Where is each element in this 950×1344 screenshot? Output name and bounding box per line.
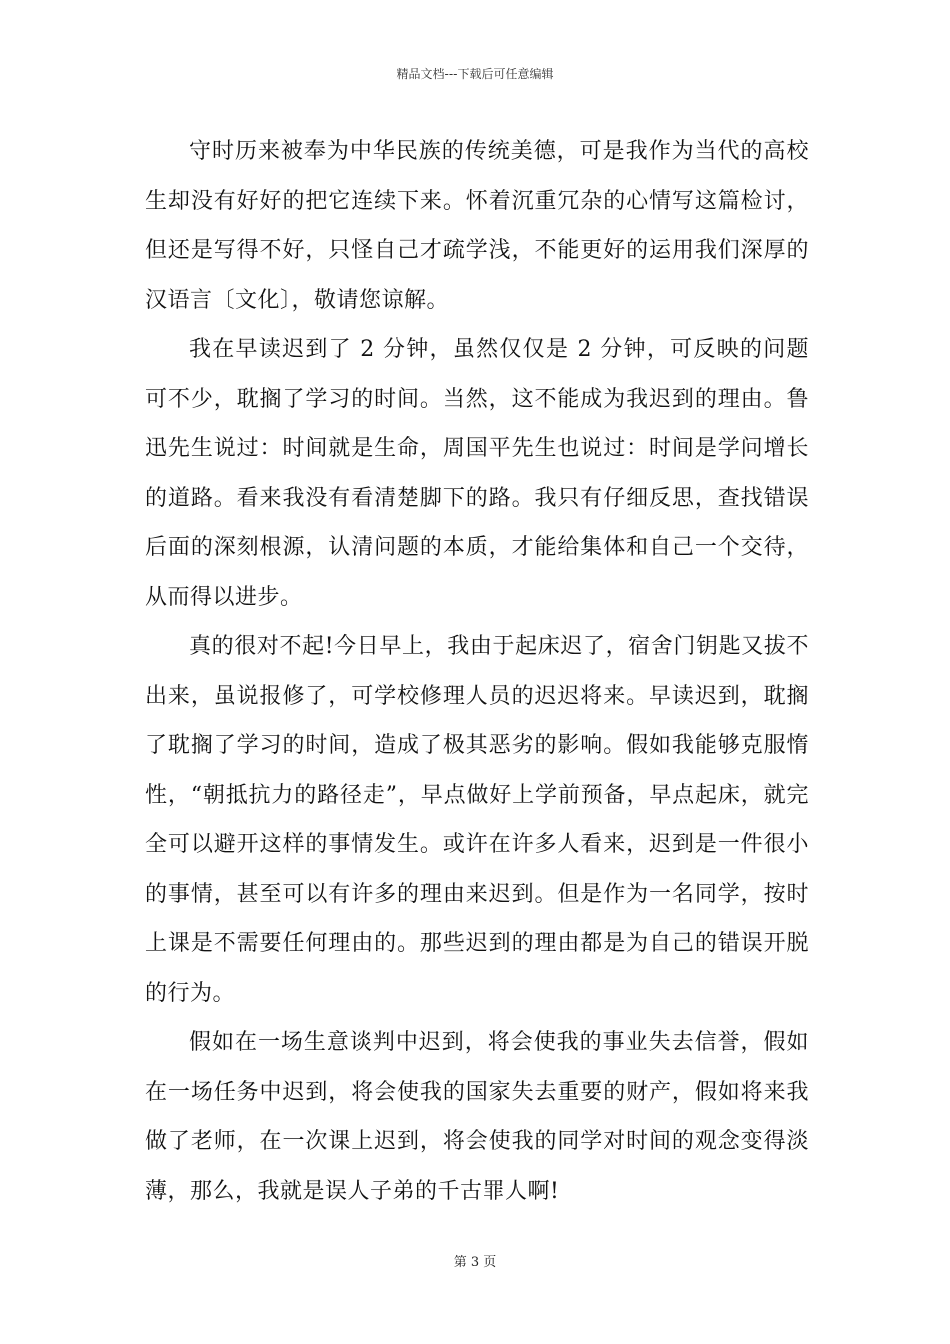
- page-header: 精品文档---下载后可任意编辑: [396, 67, 554, 81]
- paragraph-2: 我在早读迟到了 2 分钟，虽然仅仅是 2 分钟，可反映的问题可不少，耽搁了学习的时间。当然，这不能成为我迟到的理由。鲁迅先生说过：时间就是生命，周国平先生也说过：时间是学问增长的道路。看来我没有看清楚脚下的路。我只有仔细反思，查找错误后面的深刻根源，认清问题的本质，才能给集体和自己一个交待，从而得以进步。: [145, 337, 809, 610]
- paragraph-1: 守时历来被奉为中华民族的传统美德，可是我作为当代的高校生却没有好好的把它连续下来。怀着沉重冗杂的心情写这篇检讨，但还是写得不好，只怪自己才疏学浅，不能更好的运用我们深厚的汉语言〔文化〕，敬请您谅解。: [145, 139, 809, 313]
- paragraph-4: 假如在一场生意谈判中迟到，将会使我的事业失去信誉，假如在一场任务中迟到，将会使我的国家失去重要的财产，假如将来我做了老师，在一次课上迟到，将会使我的同学对时间的观念变得淡薄，那么，我就是误人子弟的千古罪人啊!: [145, 1030, 809, 1204]
- page-number: 第 3 页: [453, 1255, 497, 1270]
- paragraph-3: 真的很对不起!今日早上，我由于起床迟了，宿舍门钥匙又拔不出来，虽说报修了，可学校修理人员的迟迟将来。早读迟到，耽搁了耽搁了学习的时间，造成了极其恶劣的影响。假如我能够克服惰性，“朝抵抗力的路径走”，早点做好上学前预备，早点起床，就完全可以避开这样的事情发生。或许在许多人看来，迟到是一件很小的事情，甚至可以有许多的理由来迟到。但是作为一名同学，按时上课是不需要任何理由的。那些迟到的理由都是为自己的错误开脱的行为。: [145, 634, 809, 1006]
- document-body: [145, 127, 809, 1216]
